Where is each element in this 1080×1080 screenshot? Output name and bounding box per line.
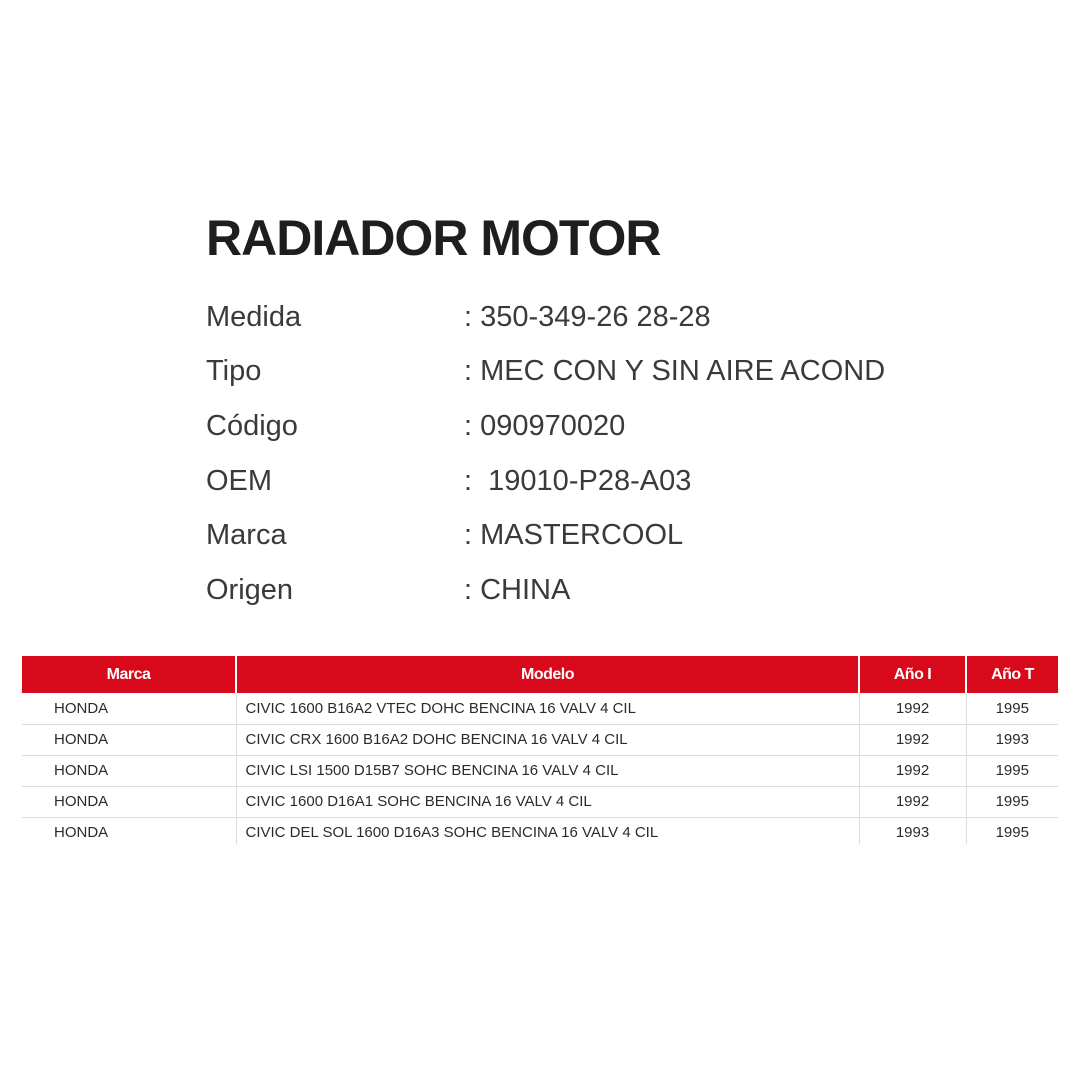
spec-list [206,290,1046,618]
column-header-modelo: Modelo [236,656,859,693]
spec-value: : MEC CON Y SIN AIRE ACOND [464,355,886,388]
table-row [22,786,1058,817]
spec-label: Marca [206,519,287,552]
cell-modelo: CIVIC CRX 1600 B16A2 DOHC BENCINA 16 VALV 4 CIL [236,724,859,755]
spec-label: OEM [206,464,273,497]
column-header-ano-i: Año I [859,656,966,693]
spec-row-codigo [206,399,1046,454]
spec-row-marca [206,508,1046,563]
cell-ano-t: 1995 [966,786,1058,817]
cell-ano-i: 1992 [859,755,966,786]
cell-marca: HONDA [22,817,236,844]
spec-value: : CHINA [464,573,571,606]
spec-label: Origen [206,573,294,606]
cell-ano-i: 1992 [859,693,966,724]
cell-marca: HONDA [22,786,236,817]
cell-modelo: CIVIC 1600 B16A2 VTEC DOHC BENCINA 16 VALV 4 CIL [236,693,859,724]
cell-ano-i: 1992 [859,786,966,817]
cell-ano-t: 1993 [966,724,1058,755]
cell-modelo: CIVIC 1600 D16A1 SOHC BENCINA 16 VALV 4 CIL [236,786,859,817]
column-header-ano-t: Año T [966,656,1058,693]
spec-label: Tipo [206,355,262,388]
spec-row-tipo [206,345,1046,400]
spec-label: Código [206,409,298,442]
cell-ano-t: 1995 [966,693,1058,724]
cell-marca: HONDA [22,755,236,786]
table-header-row [22,656,1058,693]
cell-marca: HONDA [22,724,236,755]
compatibility-table[interactable] [22,656,1058,844]
spec-value: : MASTERCOOL [464,519,684,552]
table-row [22,724,1058,755]
cell-ano-i: 1993 [859,817,966,844]
spec-value: : 090970020 [464,409,626,442]
spec-row-oem [206,454,1046,509]
table-row [22,817,1058,844]
cell-modelo: CIVIC DEL SOL 1600 D16A3 SOHC BENCINA 16 VALV 4 CIL [236,817,859,844]
cell-ano-i: 1992 [859,724,966,755]
cell-ano-t: 1995 [966,755,1058,786]
table-row [22,755,1058,786]
spec-label: Medida [206,300,302,333]
spec-row-medida [206,290,1046,345]
table-row [22,693,1058,724]
column-header-marca: Marca [22,656,236,693]
spec-value: : 350-349-26 28-28 [464,300,711,333]
cell-marca: HONDA [22,693,236,724]
spec-value: : 19010-P28-A03 [464,464,692,497]
cell-ano-t: 1995 [966,817,1058,844]
product-title: RADIADOR MOTOR [206,210,661,266]
cell-modelo: CIVIC LSI 1500 D15B7 SOHC BENCINA 16 VALV 4 CIL [236,755,859,786]
spec-row-origen [206,563,1046,618]
